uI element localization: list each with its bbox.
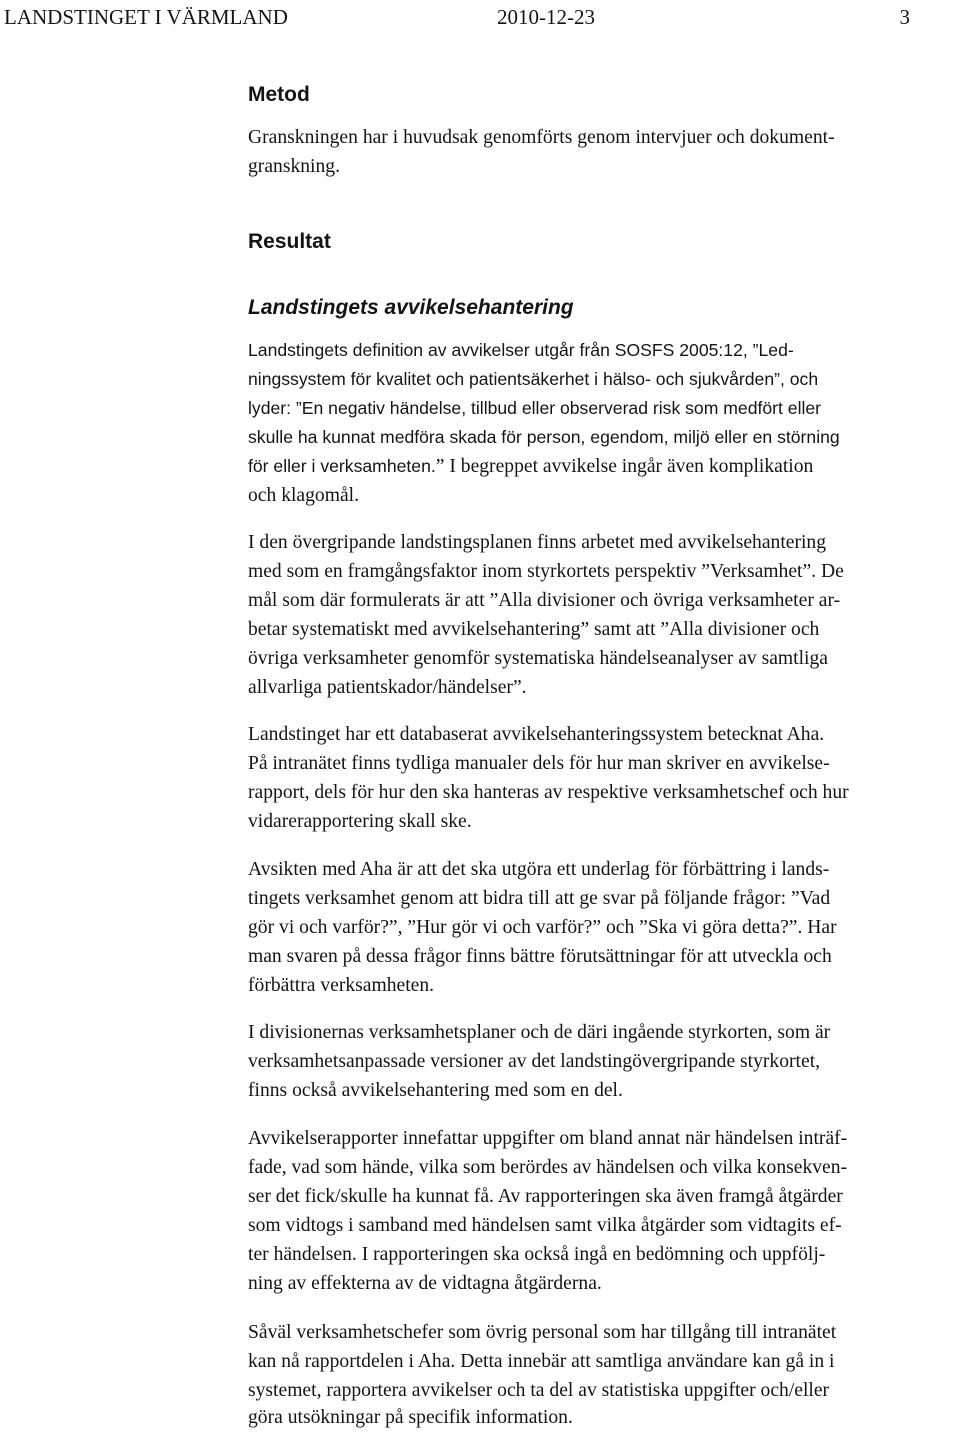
- para1-line-3: lyder: ”En negativ händelse, tillbud eller observerad risk som medfört eller: [248, 398, 822, 418]
- para6-line-4: som vidtogs i samband med händelsen samt vilka åtgärder som vidtagits ef-: [248, 1215, 842, 1236]
- para3-line-1: Landstinget har ett databaserat avvikelsehanteringssystem betecknat Aha.: [248, 724, 825, 745]
- para1-line-5: [248, 452, 813, 481]
- para7-line-1: Såväl verksamhetschefer som övrig personal som har tillgång till intranätet: [248, 1322, 837, 1343]
- para5-line-2: verksamhetsanpassade versioner av det landstingövergripande styrkortet,: [248, 1051, 821, 1072]
- para6-line-2: fade, vad som hände, vilka som berördes av händelsen och vilka konsekven-: [248, 1157, 848, 1178]
- page-header: [4, 2, 910, 32]
- para3-line-2: På intranätet finns tydliga manualer dels för hur man skriver en avvikelse-: [248, 753, 830, 774]
- para6-line-5: ter händelsen. I rapporteringen ska också ingå en bedömning och uppfölj-: [248, 1244, 826, 1265]
- organization-name: LANDSTINGET I VÄRMLAND: [4, 5, 288, 29]
- document-date: 2010-12-23: [497, 5, 595, 29]
- para7-line-3: systemet, rapportera avvikelser och ta del av statistiska uppgifter och/eller: [248, 1380, 830, 1401]
- para6-line-6: ning av effekterna av de vidtagna åtgärderna.: [248, 1273, 602, 1294]
- para1-line-5-rest: ” I begreppet avvikelse ingår även komplikation: [435, 456, 814, 477]
- para2-line-6: allvarliga patientskador/händelser”.: [248, 677, 527, 698]
- page-number: 3: [899, 5, 910, 29]
- para2-line-5: övriga verksamheter genomför systematiska händelseanalyser av samtliga: [248, 648, 828, 669]
- metod-line-1: Granskningen har i huvudsak genomförts genom intervjuer och dokument-: [248, 127, 835, 148]
- para5-line-3: finns också avvikelsehantering med som en del.: [248, 1080, 623, 1101]
- heading-metod: Metod: [248, 83, 310, 106]
- para4-line-1: Avsikten med Aha är att det ska utgöra ett underlag för förbättring i lands-: [248, 859, 830, 880]
- para4-line-5: förbättra verksamheten.: [248, 975, 435, 996]
- para4-line-3: gör vi och varför?”, ”Hur gör vi och varför?” och ”Ska vi göra detta?”. Har: [248, 917, 837, 938]
- para1-line-2: ningssystem för kvalitet och patientsäkerhet i hälso- och sjukvården”, och: [248, 369, 819, 389]
- subheading-avvikelsehantering: Landstingets avvikelsehantering: [248, 296, 574, 319]
- para1-line-1: Landstingets definition av avvikelser utgår från SOSFS 2005:12, ”Led-: [248, 340, 794, 360]
- metod-line-2: granskning.: [248, 156, 340, 177]
- para1-line-5-quote: för eller i verksamheten.: [248, 456, 436, 476]
- para2-line-2: med som en framgångsfaktor inom styrkortets perspektiv ”Verksamhet”. De: [248, 561, 844, 582]
- para2-line-1: I den övergripande landstingsplanen finns arbetet med avvikelsehantering: [248, 532, 827, 553]
- para3-line-3: rapport, dels för hur den ska hanteras av respektive verksamhetschef och hur: [248, 782, 849, 803]
- para7-line-4: göra utsökningar på specifik information.: [248, 1407, 573, 1428]
- para2-line-4: betar systematiskt med avvikelsehantering” samt att ”Alla divisioner och: [248, 619, 820, 640]
- para7-line-2: kan nå rapportdelen i Aha. Detta innebär att samtliga användare kan gå in i: [248, 1351, 835, 1372]
- para6-line-3: ser det fick/skulle ha kunnat få. Av rapporteringen ska även framgå åtgärder: [248, 1186, 843, 1207]
- para2-line-3: mål som där formulerats är att ”Alla divisioner och övriga verksamheter ar-: [248, 590, 841, 611]
- para1-line-6: och klagomål.: [248, 485, 359, 506]
- para6-line-1: Avvikelserapporter innefattar uppgifter om bland annat när händelsen inträf-: [248, 1128, 848, 1149]
- para5-line-1: I divisionernas verksamhetsplaner och de däri ingående styrkorten, som är: [248, 1022, 831, 1043]
- para1-line-4: skulle ha kunnat medföra skada för person, egendom, miljö eller en störning: [248, 427, 840, 447]
- heading-resultat: Resultat: [248, 230, 331, 253]
- para4-line-2: tingets verksamhet genom att bidra till att ge svar på följande frågor: ”Vad: [248, 888, 831, 909]
- para4-line-4: man svaren på dessa frågor finns bättre förutsättningar för att utveckla och: [248, 946, 832, 967]
- para3-line-4: vidarerapportering skall ske.: [248, 811, 472, 832]
